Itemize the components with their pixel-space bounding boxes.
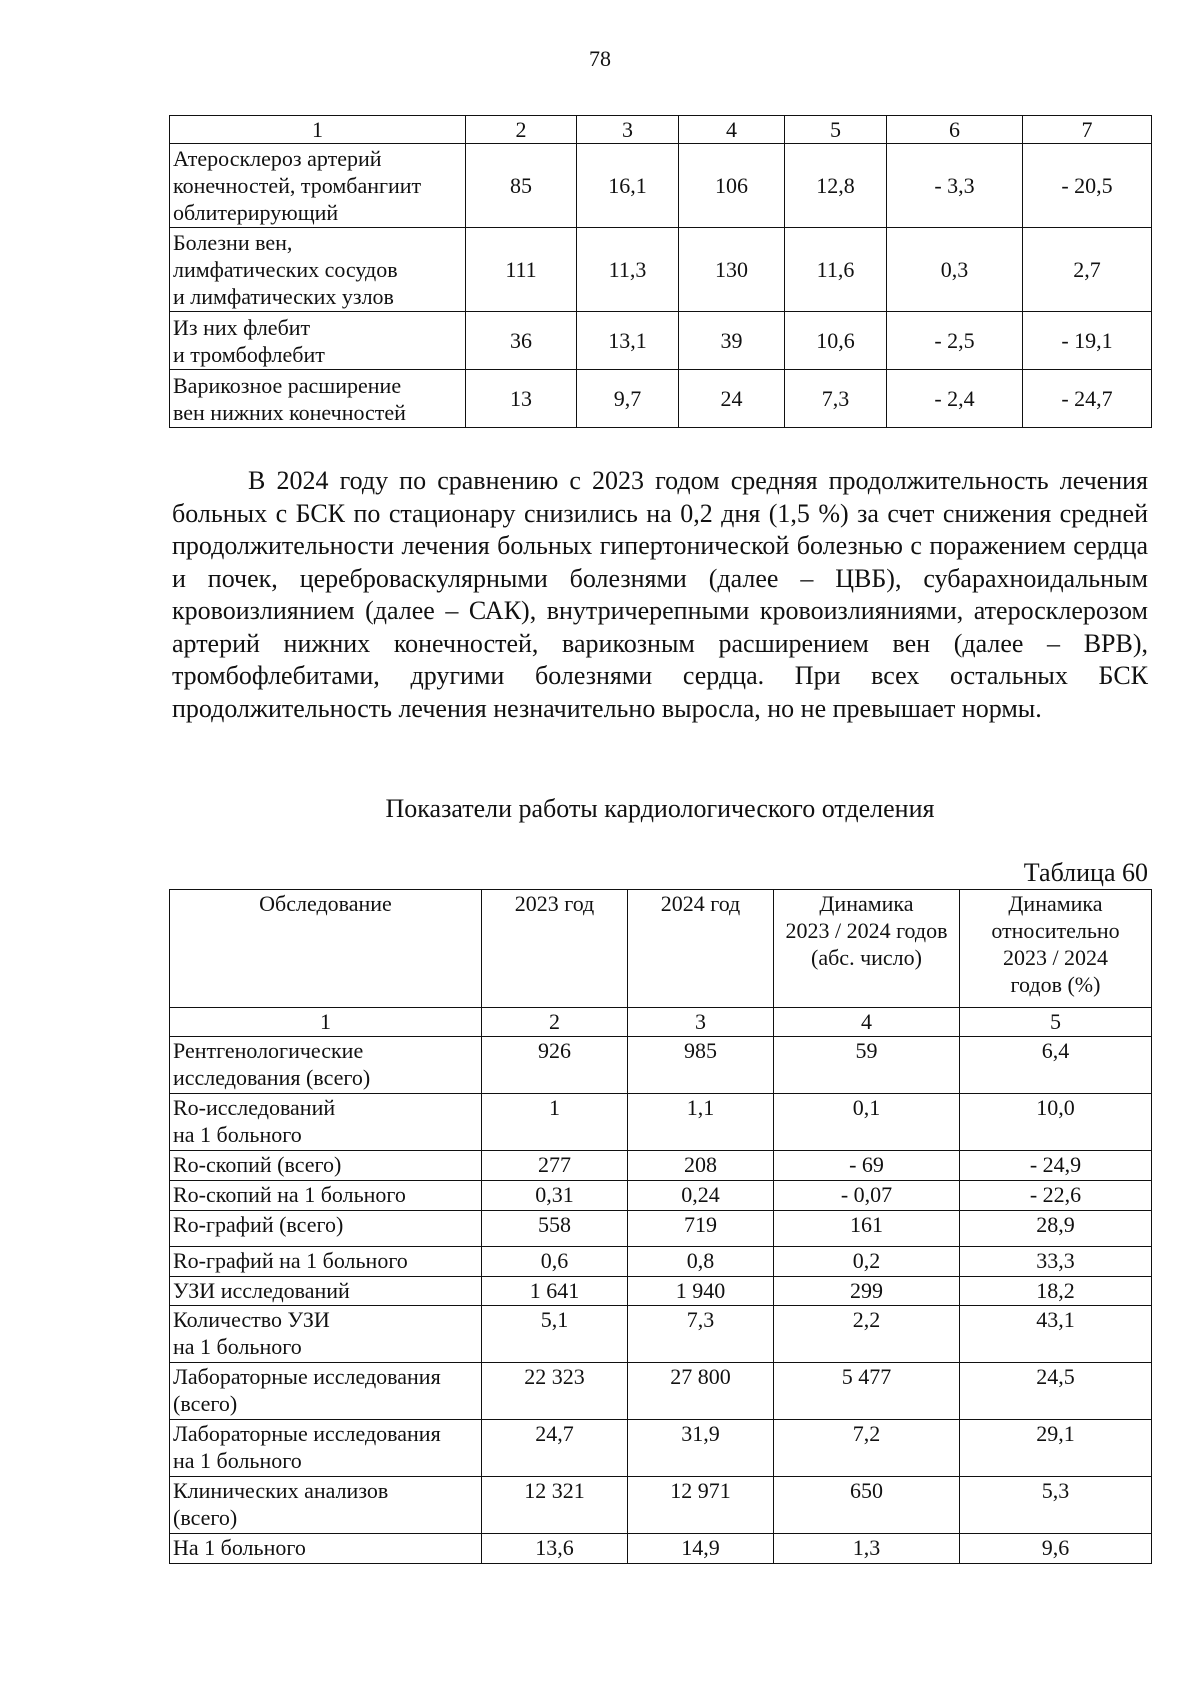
table-row [170,1534,1152,1564]
value-cell: 558 [482,1211,628,1247]
value-cell: 13,6 [482,1534,628,1564]
value-cell: 5,3 [960,1477,1152,1534]
column-number: 2 [466,116,577,144]
row-label [170,312,466,370]
row-label [170,228,466,312]
value-cell: 2,2 [774,1306,960,1363]
column-header-line: 2023 / 2024 [1002,945,1109,970]
value-cell: 0,31 [482,1181,628,1211]
row-label-line: УЗИ исследований [173,1278,350,1303]
value-cell: 0,1 [774,1094,960,1151]
row-label-line: (всего) [173,1391,238,1416]
row-label-line: Ro-графий (всего) [173,1212,344,1237]
row-label [170,1151,482,1181]
table-row [170,370,1152,428]
value-cell: 0,2 [774,1247,960,1277]
value-cell: - 24,7 [1023,370,1152,428]
value-cell: 22 323 [482,1363,628,1420]
row-label-line: Ro-графий на 1 больного [173,1248,408,1273]
value-cell: 0,8 [628,1247,774,1277]
column-header-line: (абс. число) [811,945,922,970]
table-row [170,1151,1152,1181]
row-label-line: Рентгенологические [173,1038,364,1063]
value-cell: - 69 [774,1151,960,1181]
value-cell: 161 [774,1211,960,1247]
page-number: 78 [589,46,611,71]
value-cell: 985 [628,1037,774,1094]
value-cell: 5 477 [774,1363,960,1420]
value-cell: 6,4 [960,1037,1152,1094]
row-label [170,1363,482,1420]
column-header-line: Динамика [1008,891,1103,916]
column-number: 5 [785,116,887,144]
value-cell: 0,3 [887,228,1023,312]
value-cell: 10,0 [960,1094,1152,1151]
column-number: 2 [482,1008,628,1037]
table-row [170,1477,1152,1534]
row-label-line: Варикозное расширение [173,372,402,398]
value-cell: 59 [774,1037,960,1094]
row-label-line: Атеросклероз артерий [173,146,382,171]
table-caption: Таблица 60 [1023,858,1148,887]
row-label [170,144,466,228]
row-label-line: и лимфатических узлов [173,284,394,309]
value-cell: 2,7 [1023,228,1152,312]
value-cell: 208 [628,1151,774,1181]
value-cell: 24,5 [960,1363,1152,1420]
column-header [960,890,1152,1008]
row-label-line: На 1 больного [173,1535,306,1560]
value-cell: 10,6 [785,312,887,370]
value-cell: 24,7 [482,1420,628,1477]
column-number: 4 [679,116,785,144]
value-cell: 27 800 [628,1363,774,1420]
row-label-line: на 1 больного [173,1448,302,1473]
value-cell: 11,3 [577,228,679,312]
value-cell: 7,2 [774,1420,960,1477]
value-cell: 13,1 [577,312,679,370]
section-title: Показатели работы кардиологического отделения [385,794,935,823]
value-cell: 0,24 [628,1181,774,1211]
table-header-row [170,890,1152,1008]
column-number: 7 [1023,116,1152,144]
row-label [170,1534,482,1564]
value-cell: 31,9 [628,1420,774,1477]
row-label-line: Ro-скопий на 1 больного [173,1182,406,1207]
row-label [170,1277,482,1306]
row-label-line: конечностей, тромбангиит [173,173,422,198]
row-label-line: Болезни вен, [173,230,293,255]
column-header-line: 2023 год [514,891,595,916]
value-cell: 28,9 [960,1211,1152,1247]
value-cell: 7,3 [628,1306,774,1363]
value-cell: 7,3 [785,370,887,428]
value-cell: 1,3 [774,1534,960,1564]
row-label [170,1181,482,1211]
row-label [170,1037,482,1094]
row-label-line: лимфатических сосудов [173,257,398,282]
value-cell: 13 [466,370,577,428]
value-cell: - 2,4 [887,370,1023,428]
value-cell: 5,1 [482,1306,628,1363]
value-cell: 650 [774,1477,960,1534]
column-header-line: 2024 год [660,891,741,916]
value-cell: 12,8 [785,144,887,228]
row-label-line: облитерирующий [173,200,339,225]
row-label-line: и тромбофлебит [173,341,325,367]
value-cell: 24 [679,370,785,428]
value-cell: - 19,1 [1023,312,1152,370]
value-cell: 1 641 [482,1277,628,1306]
value-cell: 29,1 [960,1420,1152,1477]
row-label [170,1094,482,1151]
value-cell: - 2,5 [887,312,1023,370]
value-cell: 12 321 [482,1477,628,1534]
table-row [170,1037,1152,1094]
value-cell: - 20,5 [1023,144,1152,228]
column-header [628,890,774,1008]
value-cell: 130 [679,228,785,312]
row-label-line: Количество УЗИ [173,1307,330,1332]
value-cell: 0,6 [482,1247,628,1277]
value-cell: - 22,6 [960,1181,1152,1211]
column-number: 1 [170,1008,482,1037]
value-cell: 33,3 [960,1247,1152,1277]
row-label-line: Ro-исследований [173,1095,336,1120]
table-row [170,1277,1152,1306]
value-cell: 14,9 [628,1534,774,1564]
value-cell: 1 [482,1094,628,1151]
value-cell: - 0,07 [774,1181,960,1211]
value-cell: 43,1 [960,1306,1152,1363]
value-cell: 299 [774,1277,960,1306]
column-number: 4 [774,1008,960,1037]
table-header-row [170,116,1152,144]
value-cell: 1 940 [628,1277,774,1306]
row-label-line: вен нижних конечностей [173,399,406,425]
column-number: 3 [628,1008,774,1037]
column-header-line: относительно [991,918,1120,943]
row-label [170,1420,482,1477]
value-cell: 11,6 [785,228,887,312]
value-cell: 9,7 [577,370,679,428]
table-row [170,1420,1152,1477]
column-header-line: Динамика [819,891,914,916]
column-number: 1 [170,116,466,144]
value-cell: 111 [466,228,577,312]
column-header-line: Обследование [259,891,392,916]
value-cell: - 24,9 [960,1151,1152,1181]
value-cell: 926 [482,1037,628,1094]
column-header-line: 2023 / 2024 годов [785,918,948,943]
table-row [170,312,1152,370]
column-header [170,890,482,1008]
column-number: 3 [577,116,679,144]
row-label-line: Клинических анализов [173,1478,389,1503]
column-header [774,890,960,1008]
row-label-line: (всего) [173,1505,238,1530]
row-label-line: Лабораторные исследования [173,1421,441,1446]
table-row [170,228,1152,312]
value-cell: 16,1 [577,144,679,228]
row-label-line: на 1 больного [173,1334,302,1359]
table-row [170,1094,1152,1151]
row-label [170,370,466,428]
row-label-line: Из них флебит [173,314,311,340]
row-label [170,1247,482,1277]
row-label-line: исследования (всего) [173,1065,371,1090]
value-cell: 18,2 [960,1277,1152,1306]
table-row [170,1181,1152,1211]
continuation-table [169,115,1152,428]
value-cell: 106 [679,144,785,228]
table-row [170,1211,1152,1247]
table-row [170,1306,1152,1363]
table-row [170,144,1152,228]
row-label-line: на 1 больного [173,1122,302,1147]
value-cell: 719 [628,1211,774,1247]
value-cell: - 3,3 [887,144,1023,228]
row-label-line: Ro-скопий (всего) [173,1152,342,1177]
row-label [170,1306,482,1363]
column-number: 6 [887,116,1023,144]
value-cell: 39 [679,312,785,370]
row-label-line: Лабораторные исследования [173,1364,441,1389]
value-cell: 12 971 [628,1477,774,1534]
column-numbers-row [170,1008,1152,1037]
row-label [170,1211,482,1247]
column-number: 5 [960,1008,1152,1037]
row-label [170,1477,482,1534]
table-row [170,1247,1152,1277]
column-header-line: годов (%) [1010,972,1101,997]
value-cell: 1,1 [628,1094,774,1151]
table-row [170,1363,1152,1420]
value-cell: 36 [466,312,577,370]
value-cell: 85 [466,144,577,228]
cardiology-indicators-table [169,889,1152,1564]
body-paragraph: В 2024 году по сравнению с 2023 годом средняя продолжительность лечения больных с БСК по стационару снизились на 0,2 дня (1,5 %) за счет снижения средней продолжительности лечения больных гипертонической болезнью с поражением сердца и почек, цереброваскулярными болезнями (далее – ЦВБ), субарахноидальным кровоизлиянием (далее – САК), внутричерепными кровоизлияниями, атеросклерозом артерий нижних конечностей, варикозным расширением вен (далее – ВРВ), тромбофлебитами, другими болезнями сердца. При всех остальных БСК продолжительность лечения незначительно выросла, но не превышает нормы. [172,466,1148,723]
column-header [482,890,628,1008]
value-cell: 9,6 [960,1534,1152,1564]
value-cell: 277 [482,1151,628,1181]
